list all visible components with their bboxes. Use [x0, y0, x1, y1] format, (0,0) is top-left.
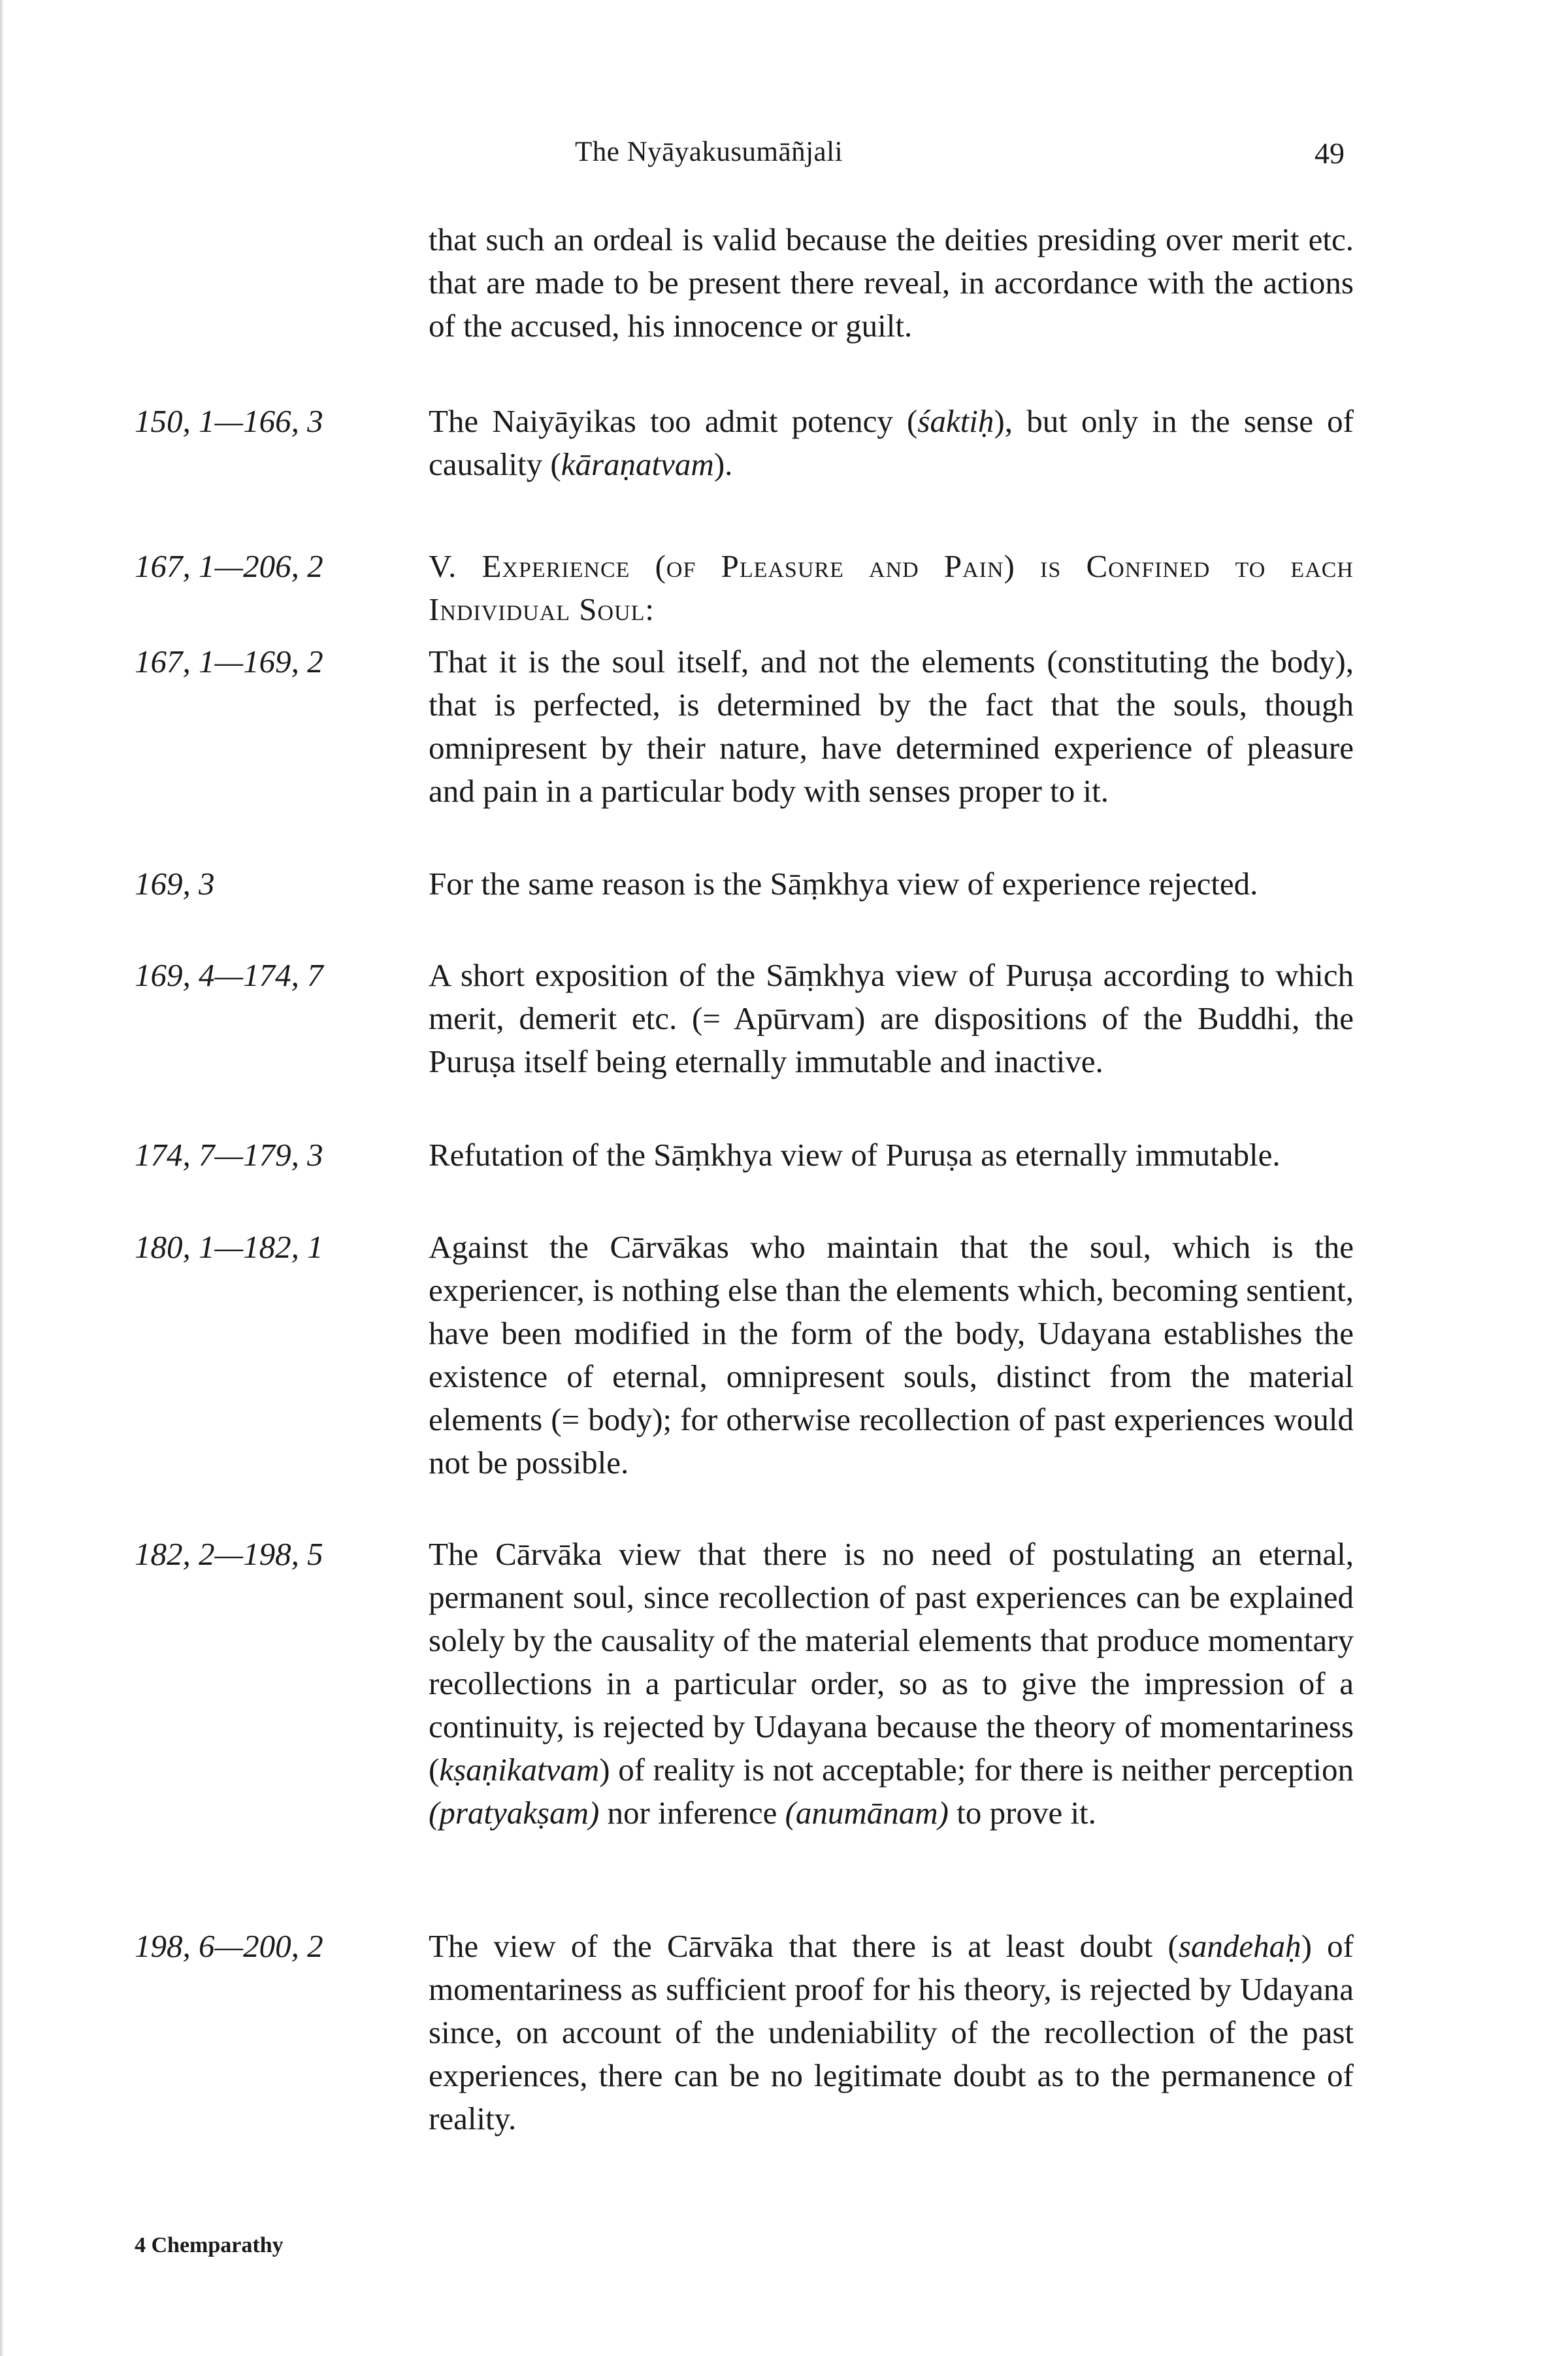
entry-text: A short exposition of the Sāṃkhya view of Puruṣa according to which merit, demerit etc. (= Apūrvam) are dispositions of the Buddhi, the Puruṣa itself being eternally immutable and inactive.	[429, 957, 1354, 1079]
entry-reference: 169, 4—174, 7	[135, 957, 323, 993]
entry-reference: 169, 3	[135, 866, 215, 902]
entry-reference: 182, 2—198, 5	[135, 1536, 323, 1572]
running-head	[0, 136, 1568, 182]
entry-text: Against the Cārvākas who maintain that the soul, which is the experiencer, is nothing else than the elements which, becoming sentient, have been modified in the form of the body, Udayana establishes the existence of eternal, omnipresent souls, distinct from the material elements (= body); for otherwise recollection of past experiences would not be possible.	[429, 1229, 1354, 1481]
page-edge	[0, 0, 4, 2356]
entry-text: For the same reason is the Sāṃkhya view of experience rejected.	[429, 866, 1258, 902]
entry-text: That it is the soul itself, and not the elements (constituting the body), that is perfected, is determined by the fact that the souls, though omnipresent by their nature, have determined experience of pleasure and pain in a particular body with senses proper to it.	[429, 644, 1354, 809]
entry-reference: 167, 1—169, 2	[135, 644, 323, 679]
running-title: The Nyāyakusumāñjali	[575, 137, 843, 167]
entry-text: Refutation of the Sāṃkhya view of Puruṣa as eternally immutable.	[429, 1137, 1281, 1173]
section-heading: V. Experience (of Pleasure and Pain) is Confined to each Individual Soul:	[429, 548, 1354, 627]
entry-reference: 198, 6—200, 2	[135, 1928, 323, 1964]
entry-reference: 167, 1—206, 2	[135, 548, 323, 584]
entry-text: The Cārvāka view that there is no need of postulating an eternal, permanent soul, since recollection of past experiences can be explained solely by the causality of the material elements that produce momentary recollections in a particular order, so as to give the impression of a continuity, is rejected by Udayana because the theory of momentariness (kṣaṇikatvam) of reality is not acceptable; for there is neither perception (pratyakṣam) nor inference (anumānam) to prove it.	[429, 1536, 1354, 1831]
signature-mark: 4 Chemparathy	[135, 2233, 284, 2257]
entry-reference: 180, 1—182, 1	[135, 1229, 323, 1265]
entry-reference: 150, 1—166, 3	[135, 403, 323, 439]
entry-text: The Naiyāyikas too admit potency (śaktiḥ), but only in the sense of causality (kāraṇatvam).	[429, 403, 1354, 482]
entry-reference: 174, 7—179, 3	[135, 1137, 323, 1173]
entry-text: that such an ordeal is valid because the deities presiding over merit etc. that are made to be present there reveal, in accordance with the actions of the accused, his innocence or guilt.	[429, 221, 1354, 344]
page-number: 49	[1315, 137, 1345, 170]
entry-text: The view of the Cārvāka that there is at least doubt (sandehaḥ) of momentariness as sufficient proof for his theory, is rejected by Udayana since, on account of the undeniability of the recollection of the past experiences, there can be no legitimate doubt as to the permanence of reality.	[429, 1928, 1354, 2136]
